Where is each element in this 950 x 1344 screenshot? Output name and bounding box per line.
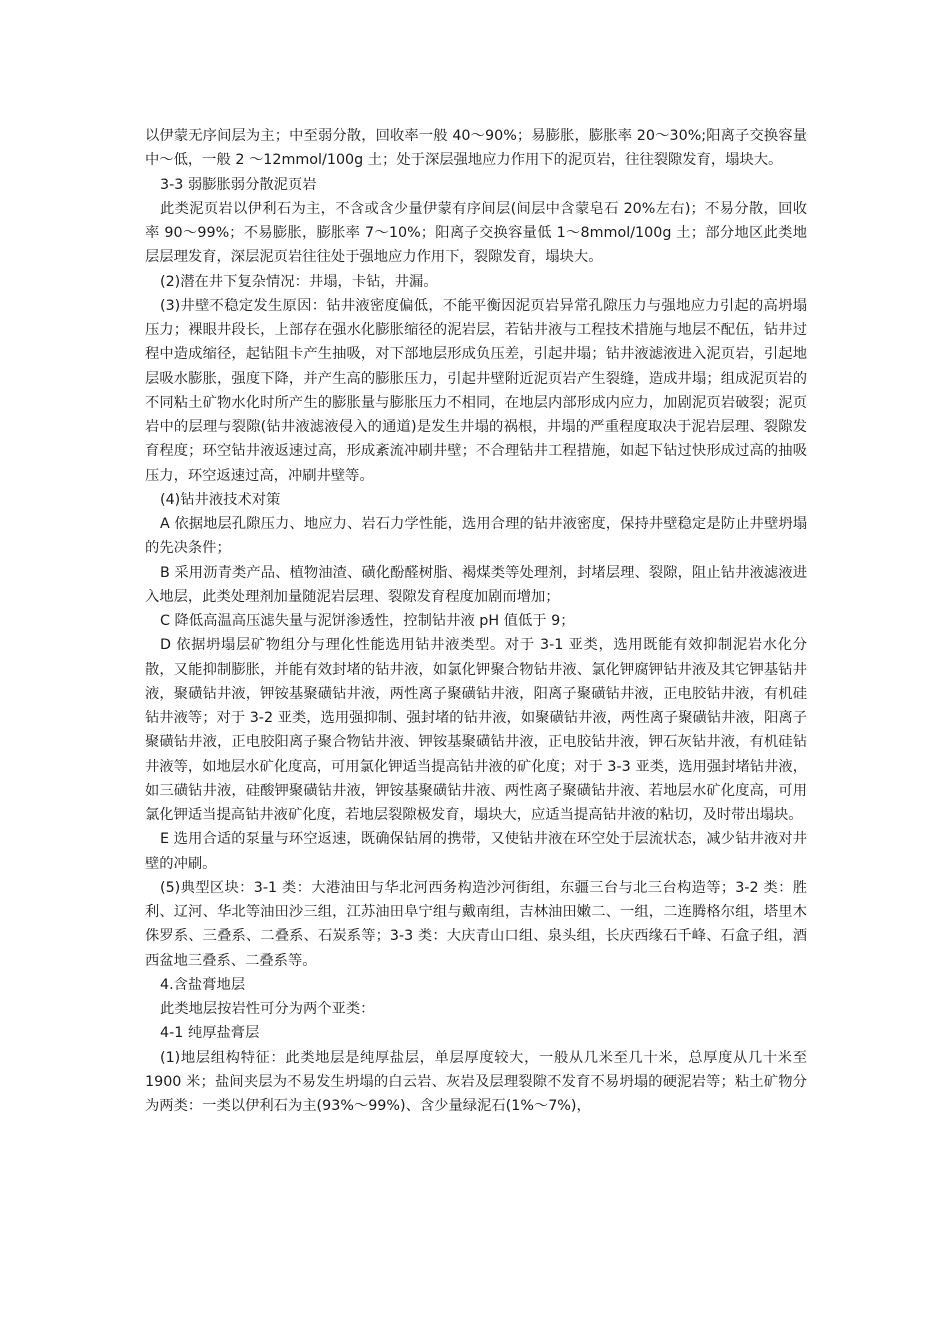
paragraph: D 依据坍塌层矿物组分与理化性能选用钻井液类型。对于 3-1 亚类，选用既能有效抑制泥岩水化分散，又能抑制膨胀，并能有效封堵的钻井液，如氯化钾聚合物钻井液、氯化钾腐钾钻井液及其它钾基钻井液，聚磺钻井液，钾铵基聚磺钻井液，两性离子聚磺钻井液，阳离子聚磺钻井液，正电胶钻井液，有机硅钻井液等；对于 3-2 亚类，选用强抑制、强封堵的钻井液，如聚磺钻井液，两性离子聚磺钻井液，阳离子聚磺钻井液，正电胶阳离子聚合物钻井液、钾铵基聚磺钻井液，正电胶钻井液，钾石灰钻井液，有机硅钻井液等，如地层水矿化度高，可用氯化钾适当提高钻井液的矿化度；对于 3-3 亚类，选用强封堵钻井液，如三磺钻井液，硅酸钾聚磺钻井液，钾铵基聚磺钻井液、两性离子聚磺钻井液、若地层水矿化度高，可用氯化钾适当提高钻井液矿化度，若地层裂隙极发育，塌块大，应适当提高钻井液的粘切，及时带出塌块。 [145, 637, 807, 823]
paragraph: (3)井壁不稳定发生原因：钻井液密度偏低，不能平衡因泥页岩异常孔隙压力与强地应力引起的高坍塌压力；裸眼井段长，上部存在强水化膨胀缩径的泥岩层，若钻井液与工程技术措施与地层不配伍，钻井过程中造成缩径，起钻阻卡产生抽吸，对下部地层形成负压差，引起井塌；钻井液滤液进入泥页岩，引起地层吸水膨胀，强度下降，并产生高的膨胀压力，引起井壁附近泥页岩产生裂缝，造成井塌；组成泥页岩的不同粘土矿物水化时所产生的膨胀量与膨胀压力不相同，在地层内部形成内应力，加剧泥页岩破裂；泥页岩中的层理与裂隙(钻井液滤液侵入的通道)是发生井塌的祸根，井塌的严重程度取决于泥岩层理、裂隙发育程度；环空钻井液返速过高，形成紊流冲刷井壁；不合理钻井工程措施，如起下钻过快形成过高的抽吸压力，环空返速过高，冲刷井壁等。 [145, 297, 807, 484]
document-body [145, 124, 807, 1118]
section-heading: 4.含盐膏地层 [160, 976, 246, 993]
paragraph: 以伊蒙无序间层为主；中至弱分散，回收率一般 40～90%；易膨胀，膨胀率 20～30%;阳离子交换容量中～低，一般 2 ～12mmol/100g 土；处于深层强地应力作用下的泥页岩，往往裂隙发育，塌块大。 [145, 128, 807, 169]
section-heading: 4-1 纯厚盐膏层 [160, 1025, 260, 1042]
paragraph: (5)典型区块：3-1 类：大港油田与华北河西务构造沙河街组，东疆三台与北三台构造等；3-2 类：胜利、辽河、华北等油田沙三组，江苏油田阜宁组与戴南组，吉林油田嫩二、一组，二连腾格尔组，塔里木侏罗系、三叠系、二叠系、石炭系等；3-3 类：大庆青山口组、泉头组，长庆西缘石千峰、石盒子组，酒西盆地三叠系、二叠系等。 [145, 879, 807, 969]
paragraph: E 选用合适的泵量与环空返速，既确保钻屑的携带，又使钻井液在环空处于层流状态，减少钻井液对井壁的冲刷。 [145, 831, 807, 872]
paragraph: A 依据地层孔隙压力、地应力、岩石力学性能，选用合理的钻井液密度，保持井壁稳定是防止井壁坍塌的先决条件； [145, 516, 807, 557]
paragraph: B 采用沥青类产品、植物油渣、磺化酚醛树脂、褐煤类等处理剂，封堵层理、裂隙，阻止钻井液滤液进入地层，此类处理剂加量随泥岩层理、裂隙发育程度加剧而增加； [145, 564, 807, 605]
paragraph: 此类地层按岩性可分为两个亚类： [160, 1001, 375, 1017]
section-heading: (4)钻井液技术对策 [160, 491, 281, 508]
paragraph: (2)潜在井下复杂情况：井塌，卡钻，井漏。 [160, 273, 438, 290]
paragraph: C 降低高温高压滤失量与泥饼渗透性，控制钻井液 pH 值低于 9； [160, 613, 575, 629]
paragraph: 此类泥页岩以伊利石为主，不含或含少量伊蒙有序间层(间层中含蒙皂石 20%左右)；不易分散，回收率 90～99%；不易膨胀，膨胀率 7～10%；阳离子交换容量低 1～8mmol/100g 土；部分地区此类地层层理发育，深层泥页岩往往处于强地应力作用下，裂隙发育，塌块大。 [145, 200, 807, 266]
paragraph: (1)地层组构特征：此类地层是纯厚盐层，单层厚度较大，一般从几米至几十米，总厚度从几十米至 1900 米；盐间夹层为不易发生坍塌的白云岩、灰岩及层理裂隙不发育不易坍塌的硬泥岩等；粘土矿物分为两类：一类以伊利石为主(93%～99%)、含少量绿泥石(1%～7%)， [145, 1049, 807, 1114]
section-heading: 3-3 弱膨胀弱分散泥页岩 [160, 176, 317, 193]
